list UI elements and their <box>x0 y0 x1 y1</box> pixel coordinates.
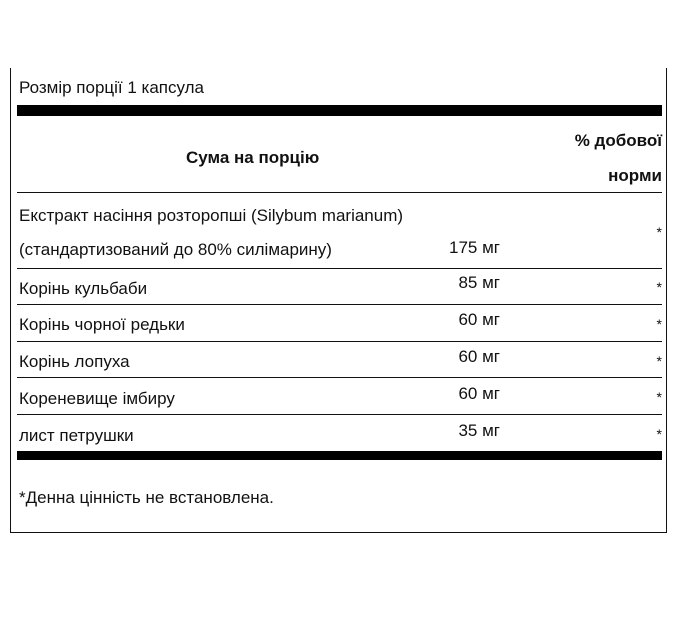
serving-size: Розмір порції 1 капсула <box>19 78 205 97</box>
ingredient-dv: * <box>656 224 662 240</box>
ingredient-amount: 60 мг <box>458 347 500 366</box>
ingredient-amount: 85 мг <box>458 273 500 292</box>
ingredient-name: Корінь кульбаби <box>19 279 148 298</box>
daily-value-header-line2: норми <box>608 166 662 185</box>
ingredient-dv: * <box>656 389 662 405</box>
ingredient-name-line2: (стандартизований до 80% силімарину) <box>19 240 332 259</box>
row-divider <box>17 414 662 415</box>
row-divider <box>17 304 662 305</box>
supplement-facts-panel <box>10 68 667 533</box>
daily-value-header-line1: % добової <box>574 131 662 150</box>
row-divider <box>17 377 662 378</box>
ingredient-name: Кореневище імбиру <box>19 389 175 408</box>
ingredient-name: лист петрушки <box>19 426 134 445</box>
amount-per-serving-header: Сума на порцію <box>186 148 320 167</box>
thick-divider-top <box>17 105 662 116</box>
ingredient-dv: * <box>656 316 662 332</box>
ingredient-dv: * <box>656 426 662 442</box>
ingredient-name-line1: Екстракт насіння розторопші (Silybum marianum) <box>19 206 404 225</box>
ingredient-amount: 35 мг <box>458 421 500 440</box>
ingredient-dv: * <box>656 353 662 369</box>
divider-header <box>17 192 662 193</box>
row-divider <box>17 341 662 342</box>
thick-divider-bottom <box>17 451 662 460</box>
ingredient-amount: 60 мг <box>458 384 500 403</box>
ingredient-amount: 60 мг <box>458 310 500 329</box>
ingredient-name: Корінь лопуха <box>19 352 130 371</box>
ingredient-name: Корінь чорної редьки <box>19 315 185 334</box>
ingredient-dv: * <box>656 279 662 295</box>
footnote: *Денна цінність не встановлена. <box>19 488 274 507</box>
row-divider <box>17 268 662 269</box>
ingredient-amount: 175 мг <box>449 238 500 257</box>
